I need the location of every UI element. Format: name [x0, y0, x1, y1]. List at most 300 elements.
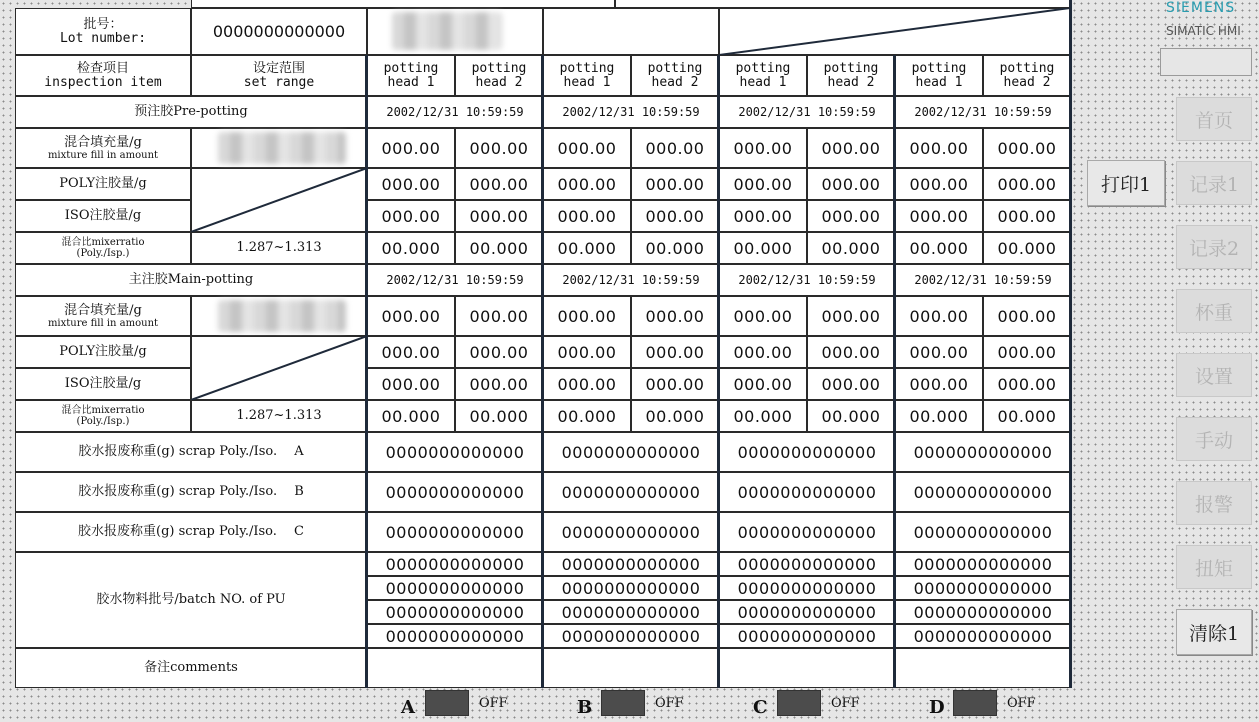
pre-timestamp-text: 2002/12/31 10:59:59 — [386, 105, 524, 119]
station-state: OFF — [655, 696, 684, 711]
batch-value-text: 0000000000000 — [737, 626, 877, 646]
pre-iso-value-text: 000.00 — [645, 206, 705, 226]
pre-mix-value-text: 000.00 — [645, 138, 705, 158]
main-range-diagonal — [191, 336, 367, 400]
top-strip-right — [615, 0, 1070, 8]
siemens-logo: SIEMENS — [1166, 0, 1236, 16]
pre-ratio-value[interactable] — [895, 232, 983, 264]
pre-ratio-value[interactable] — [455, 232, 543, 264]
print-button[interactable]: 打印1 — [1087, 160, 1165, 206]
main-ratio-value-text: 00.000 — [733, 406, 793, 426]
pre-poly-value[interactable] — [895, 168, 983, 200]
lot-label-line1: 批号： — [83, 16, 123, 32]
main-iso-value[interactable] — [895, 368, 983, 400]
batch-value[interactable] — [543, 624, 719, 648]
pre-ratio-value[interactable] — [631, 232, 719, 264]
pre-mix-value[interactable] — [367, 128, 455, 168]
main-ratio-value-text: 00.000 — [909, 406, 969, 426]
pre-poly-value[interactable] — [367, 168, 455, 200]
comments-field[interactable] — [895, 648, 1071, 688]
main-ratio-label — [15, 400, 191, 432]
set-range-header — [191, 55, 367, 96]
clear-button[interactable]: 清除1 — [1176, 609, 1252, 655]
pre-iso-value-text: 000.00 — [909, 206, 969, 226]
station-letter: C — [753, 697, 768, 718]
main-poly-value[interactable] — [367, 336, 455, 368]
main-mix-value-text: 000.00 — [645, 306, 705, 326]
batch-label — [15, 552, 367, 648]
pre-mix-value-text: 000.00 — [821, 138, 881, 158]
pre-mix-label-line2: mixture fill in amount — [47, 149, 159, 161]
nav-button[interactable]: 扭矩 — [1176, 545, 1252, 589]
main-iso-value[interactable] — [455, 368, 543, 400]
pre-mix-value[interactable] — [983, 128, 1071, 168]
scrap-value-text: 0000000000000 — [385, 442, 525, 462]
pre-poly-value-text: 000.00 — [909, 174, 969, 194]
batch-value[interactable] — [719, 576, 895, 600]
main-mix-value[interactable] — [807, 296, 895, 336]
pre-mix-label-line1: 混合填充量/g — [64, 134, 142, 150]
scrap-label — [15, 432, 367, 472]
scrap-value-text: 0000000000000 — [737, 522, 877, 542]
main-mix-value-text: 000.00 — [381, 306, 441, 326]
scrap-value[interactable] — [895, 472, 1071, 512]
pre-ratio-value-text: 00.000 — [909, 238, 969, 258]
potting-head-header — [807, 55, 895, 96]
lot-extra-2 — [543, 8, 719, 55]
main-ratio-value[interactable] — [543, 400, 631, 432]
pre-poly-value-text: 000.00 — [645, 174, 705, 194]
pre-ratio-range-text: 1.287~1.313 — [236, 240, 322, 255]
batch-label-text: 胶水物料批号/batch NO. of PU — [96, 592, 286, 607]
main-ratio-value-text: 00.000 — [381, 406, 441, 426]
main-ratio-value[interactable] — [631, 400, 719, 432]
scrap-value[interactable] — [367, 472, 543, 512]
scrap-label — [15, 512, 367, 552]
pre-mix-value[interactable] — [807, 128, 895, 168]
main-mix-value-text: 000.00 — [997, 306, 1057, 326]
scrap-label-text: 胶水报废称重(g) scrap Poly./Iso. A — [78, 444, 304, 459]
main-section-title-text: 主注胶Main-potting — [128, 272, 254, 287]
pre-iso-value-text: 000.00 — [557, 206, 617, 226]
main-section-title — [15, 264, 367, 296]
scrap-value[interactable] — [895, 512, 1071, 552]
batch-value-text: 0000000000000 — [561, 578, 701, 598]
scrap-label-text: 胶水报废称重(g) scrap Poly./Iso. B — [78, 484, 304, 499]
pre-iso-value[interactable] — [455, 200, 543, 232]
batch-value-text: 0000000000000 — [561, 602, 701, 622]
pre-ratio-value[interactable] — [983, 232, 1071, 264]
nav-button[interactable]: 手动 — [1176, 417, 1252, 461]
potting-head-header — [719, 55, 807, 96]
batch-value-text: 0000000000000 — [385, 602, 525, 622]
batch-value-text: 0000000000000 — [913, 554, 1053, 574]
pre-timestamp — [543, 96, 719, 128]
main-timestamp-text: 2002/12/31 10:59:59 — [562, 273, 700, 287]
main-ratio-value[interactable] — [895, 400, 983, 432]
pre-iso-value[interactable] — [807, 200, 895, 232]
main-poly-value[interactable] — [895, 336, 983, 368]
main-mix-value-text: 000.00 — [557, 306, 617, 326]
pre-ratio-value-text: 00.000 — [645, 238, 705, 258]
pre-ratio-range — [191, 232, 367, 264]
batch-value-text: 0000000000000 — [737, 602, 877, 622]
inspection-item-header-line2: inspection item — [44, 74, 162, 90]
main-ratio-range-text: 1.287~1.313 — [236, 408, 322, 423]
pre-poly-value[interactable] — [455, 168, 543, 200]
station-state: OFF — [1007, 696, 1036, 711]
batch-value[interactable] — [543, 552, 719, 576]
batch-value[interactable] — [719, 624, 895, 648]
main-ratio-value-text: 00.000 — [645, 406, 705, 426]
main-poly-label-text: POLY注胶量/g — [59, 344, 147, 359]
pre-ratio-label-line1: 混合比mixerratio — [61, 237, 145, 248]
station-letter: D — [929, 697, 945, 718]
pre-mix-value[interactable] — [895, 128, 983, 168]
batch-value[interactable] — [895, 624, 1071, 648]
main-ratio-value[interactable] — [983, 400, 1071, 432]
batch-value[interactable] — [895, 552, 1071, 576]
station-toggle[interactable] — [601, 690, 645, 716]
potting-head-label: potting head 1 — [911, 60, 967, 90]
main-mix-value-text: 000.00 — [469, 306, 529, 326]
main-mix-value[interactable] — [983, 296, 1071, 336]
main-mix-value[interactable] — [367, 296, 455, 336]
main-poly-value-text: 000.00 — [909, 342, 969, 362]
pre-iso-value-text: 000.00 — [381, 206, 441, 226]
potting-head-label: potting head 2 — [823, 60, 879, 90]
main-mix-value[interactable] — [719, 296, 807, 336]
lot-value — [191, 8, 367, 55]
scrap-value-text: 0000000000000 — [913, 522, 1053, 542]
potting-head-header — [983, 55, 1071, 96]
main-iso-value-text: 000.00 — [821, 374, 881, 394]
pre-mix-value-text: 000.00 — [909, 138, 969, 158]
main-poly-value-text: 000.00 — [469, 342, 529, 362]
scrap-value-text: 0000000000000 — [913, 442, 1053, 462]
comments-label — [15, 648, 367, 688]
scrap-label — [15, 472, 367, 512]
pre-mix-value-text: 000.00 — [997, 138, 1057, 158]
comments-label-text: 备注comments — [144, 660, 238, 675]
main-ratio-value[interactable] — [719, 400, 807, 432]
main-iso-value-text: 000.00 — [469, 374, 529, 394]
pre-iso-value[interactable] — [543, 200, 631, 232]
main-poly-value-text: 000.00 — [557, 342, 617, 362]
potting-head-label: potting head 2 — [471, 60, 527, 90]
main-poly-value-text: 000.00 — [381, 342, 441, 362]
main-timestamp — [543, 264, 719, 296]
scrap-value-text: 0000000000000 — [385, 482, 525, 502]
pre-mix-value[interactable] — [719, 128, 807, 168]
main-ratio-value-text: 00.000 — [997, 406, 1057, 426]
station-letter: A — [401, 697, 415, 718]
main-iso-value-text: 000.00 — [909, 374, 969, 394]
main-ratio-value-text: 00.000 — [557, 406, 617, 426]
potting-head-label: potting head 2 — [999, 60, 1055, 90]
pre-poly-value-text: 000.00 — [381, 174, 441, 194]
scrap-value-text: 0000000000000 — [737, 482, 877, 502]
main-poly-value[interactable] — [455, 336, 543, 368]
batch-value-text: 0000000000000 — [385, 578, 525, 598]
pre-timestamp-text: 2002/12/31 10:59:59 — [738, 105, 876, 119]
main-ratio-value[interactable] — [455, 400, 543, 432]
pre-iso-label-text: ISO注胶量/g — [64, 208, 142, 223]
pre-timestamp-text: 2002/12/31 10:59:59 — [914, 105, 1052, 119]
main-poly-value-text: 000.00 — [733, 342, 793, 362]
pre-timestamp — [895, 96, 1071, 128]
station-letter: B — [577, 697, 593, 718]
nav-button[interactable]: 杯重 — [1176, 289, 1252, 333]
main-poly-value[interactable] — [719, 336, 807, 368]
pre-iso-value[interactable] — [631, 200, 719, 232]
pre-section-title — [15, 96, 367, 128]
main-mix-value-text: 000.00 — [821, 306, 881, 326]
inspection-item-header — [15, 55, 191, 96]
pre-poly-value-text: 000.00 — [469, 174, 529, 194]
main-timestamp — [367, 264, 543, 296]
pre-poly-value[interactable] — [631, 168, 719, 200]
main-ratio-value[interactable] — [367, 400, 455, 432]
comments-field[interactable] — [719, 648, 895, 688]
pre-iso-value-text: 000.00 — [733, 206, 793, 226]
pre-mix-value[interactable] — [631, 128, 719, 168]
scrap-value-text: 0000000000000 — [561, 442, 701, 462]
scrap-value[interactable] — [543, 512, 719, 552]
pre-ratio-value-text: 00.000 — [469, 238, 529, 258]
inspection-item-header-line1: 检查项目 — [76, 60, 129, 76]
pre-iso-value[interactable] — [367, 200, 455, 232]
main-timestamp-text: 2002/12/31 10:59:59 — [914, 273, 1052, 287]
blurred-logo — [392, 12, 502, 50]
batch-value-text: 0000000000000 — [737, 578, 877, 598]
pre-iso-value-text: 000.00 — [469, 206, 529, 226]
main-poly-value-text: 000.00 — [997, 342, 1057, 362]
main-iso-value[interactable] — [631, 368, 719, 400]
batch-value[interactable] — [367, 552, 543, 576]
potting-head-header — [543, 55, 631, 96]
batch-value-text: 0000000000000 — [561, 626, 701, 646]
potting-head-header — [455, 55, 543, 96]
batch-value-text: 0000000000000 — [913, 602, 1053, 622]
main-ratio-value-text: 00.000 — [469, 406, 529, 426]
batch-value-text: 0000000000000 — [385, 626, 525, 646]
pre-mix-label — [15, 128, 191, 168]
pre-range-diagonal — [191, 168, 367, 232]
nav-button[interactable]: 报警 — [1176, 481, 1252, 525]
hmi-display-field — [1160, 48, 1252, 76]
main-iso-label-text: ISO注胶量/g — [64, 376, 142, 391]
station-toggle[interactable] — [777, 690, 821, 716]
main-poly-label — [15, 336, 191, 368]
main-ratio-value-text: 00.000 — [821, 406, 881, 426]
main-ratio-value[interactable] — [807, 400, 895, 432]
batch-value[interactable] — [719, 552, 895, 576]
main-poly-value[interactable] — [543, 336, 631, 368]
main-mix-value-text: 000.00 — [909, 306, 969, 326]
top-strip-left — [191, 0, 615, 8]
main-poly-value[interactable] — [983, 336, 1071, 368]
main-mix-label-line2: mixture fill in amount — [47, 317, 159, 329]
potting-head-header — [367, 55, 455, 96]
scrap-label-text: 胶水报废称重(g) scrap Poly./Iso. C — [78, 524, 304, 539]
batch-value[interactable] — [367, 600, 543, 624]
main-poly-value-text: 000.00 — [645, 342, 705, 362]
pre-poly-value[interactable] — [983, 168, 1071, 200]
table-right-border — [1069, 0, 1072, 688]
scrap-value[interactable] — [543, 432, 719, 472]
batch-value-text: 0000000000000 — [561, 554, 701, 574]
pre-iso-value[interactable] — [719, 200, 807, 232]
batch-value-text: 0000000000000 — [385, 554, 525, 574]
main-iso-value[interactable] — [367, 368, 455, 400]
pre-ratio-value-text: 00.000 — [557, 238, 617, 258]
batch-value[interactable] — [367, 576, 543, 600]
pre-poly-value[interactable] — [543, 168, 631, 200]
main-iso-value[interactable] — [543, 368, 631, 400]
pre-timestamp — [367, 96, 543, 128]
scrap-value-text: 0000000000000 — [913, 482, 1053, 502]
main-timestamp-text: 2002/12/31 10:59:59 — [386, 273, 524, 287]
main-mix-label — [15, 296, 191, 336]
scrap-value[interactable] — [895, 432, 1071, 472]
nav-button[interactable]: 记录2 — [1176, 225, 1252, 269]
pre-poly-label-text: POLY注胶量/g — [59, 176, 147, 191]
main-mix-value-text: 000.00 — [733, 306, 793, 326]
scrap-value[interactable] — [719, 512, 895, 552]
main-poly-value[interactable] — [631, 336, 719, 368]
batch-value[interactable] — [367, 624, 543, 648]
scrap-value-text: 0000000000000 — [561, 482, 701, 502]
main-iso-value-text: 000.00 — [645, 374, 705, 394]
group-separator — [365, 55, 368, 688]
lot-extra-diagonal — [719, 8, 1070, 55]
station-state: OFF — [479, 696, 508, 711]
batch-value-text: 0000000000000 — [913, 578, 1053, 598]
pre-ratio-value-text: 00.000 — [381, 238, 441, 258]
scrap-value[interactable] — [719, 432, 895, 472]
scrap-value[interactable] — [367, 512, 543, 552]
main-mix-value[interactable] — [455, 296, 543, 336]
pre-iso-label — [15, 200, 191, 232]
pre-mix-value[interactable] — [543, 128, 631, 168]
comments-field[interactable] — [543, 648, 719, 688]
pre-ratio-label — [15, 232, 191, 264]
main-blurred-range — [218, 300, 346, 332]
pre-timestamp — [719, 96, 895, 128]
potting-head-header — [631, 55, 719, 96]
lot-label — [15, 8, 191, 55]
scrap-value-text: 0000000000000 — [737, 442, 877, 462]
pre-ratio-label-line2: (Poly./Isp.) — [76, 248, 130, 259]
pre-ratio-value-text: 00.000 — [997, 238, 1057, 258]
batch-value[interactable] — [895, 600, 1071, 624]
main-iso-value[interactable] — [719, 368, 807, 400]
batch-value-text: 0000000000000 — [737, 554, 877, 574]
potting-head-header — [895, 55, 983, 96]
pre-poly-value-text: 000.00 — [557, 174, 617, 194]
group-separator — [717, 55, 720, 688]
pre-iso-value[interactable] — [983, 200, 1071, 232]
scrap-value[interactable] — [543, 472, 719, 512]
batch-value[interactable] — [895, 576, 1071, 600]
main-iso-value-text: 000.00 — [381, 374, 441, 394]
pre-poly-value[interactable] — [719, 168, 807, 200]
main-mix-value[interactable] — [631, 296, 719, 336]
batch-value-text: 0000000000000 — [913, 626, 1053, 646]
main-timestamp — [719, 264, 895, 296]
pre-ratio-value[interactable] — [543, 232, 631, 264]
potting-head-label: potting head 1 — [383, 60, 439, 90]
scrap-value[interactable] — [719, 472, 895, 512]
pre-poly-value-text: 000.00 — [997, 174, 1057, 194]
pre-ratio-value-text: 00.000 — [821, 238, 881, 258]
lot-value-text: 0000000000000 — [212, 22, 346, 41]
pre-blurred-range — [218, 132, 346, 164]
main-mix-value[interactable] — [543, 296, 631, 336]
main-poly-value-text: 000.00 — [821, 342, 881, 362]
batch-value[interactable] — [543, 576, 719, 600]
pre-iso-value[interactable] — [895, 200, 983, 232]
pre-ratio-value[interactable] — [807, 232, 895, 264]
station-state: OFF — [831, 696, 860, 711]
pre-mix-value-text: 000.00 — [469, 138, 529, 158]
lot-label-line2: Lot number: — [59, 30, 147, 46]
scrap-value[interactable] — [367, 432, 543, 472]
pre-poly-label — [15, 168, 191, 200]
scrap-value-text: 0000000000000 — [561, 522, 701, 542]
main-ratio-range — [191, 400, 367, 432]
station-toggle[interactable] — [425, 690, 469, 716]
group-separator — [893, 55, 896, 688]
pre-poly-value-text: 000.00 — [821, 174, 881, 194]
main-mix-value[interactable] — [895, 296, 983, 336]
potting-head-label: potting head 1 — [559, 60, 615, 90]
pre-poly-value[interactable] — [807, 168, 895, 200]
main-timestamp-text: 2002/12/31 10:59:59 — [738, 273, 876, 287]
scrap-value-text: 0000000000000 — [385, 522, 525, 542]
pre-mix-value[interactable] — [455, 128, 543, 168]
comments-field[interactable] — [367, 648, 543, 688]
nav-button[interactable]: 记录1 — [1176, 161, 1252, 205]
set-range-header-line2: set range — [243, 74, 315, 90]
pre-section-title-text: 预注胶Pre-potting — [134, 104, 248, 119]
main-poly-value[interactable] — [807, 336, 895, 368]
pre-iso-value-text: 000.00 — [997, 206, 1057, 226]
main-iso-value-text: 000.00 — [733, 374, 793, 394]
main-timestamp — [895, 264, 1071, 296]
pre-ratio-value[interactable] — [367, 232, 455, 264]
main-mix-label-line1: 混合填充量/g — [64, 302, 142, 318]
main-ratio-label-line1: 混合比mixerratio — [61, 405, 145, 416]
batch-value[interactable] — [719, 600, 895, 624]
main-iso-value-text: 000.00 — [557, 374, 617, 394]
pre-mix-value-text: 000.00 — [733, 138, 793, 158]
main-ratio-label-line2: (Poly./Isp.) — [76, 416, 130, 427]
pre-mix-value-text: 000.00 — [381, 138, 441, 158]
main-iso-value-text: 000.00 — [997, 374, 1057, 394]
station-toggle[interactable] — [953, 690, 997, 716]
main-iso-value[interactable] — [807, 368, 895, 400]
nav-button[interactable]: 首页 — [1176, 97, 1252, 141]
batch-value[interactable] — [543, 600, 719, 624]
potting-head-label: potting head 2 — [647, 60, 703, 90]
simatic-hmi-label: SIMATIC HMI — [1166, 24, 1241, 38]
nav-button[interactable]: 设置 — [1176, 353, 1252, 397]
main-iso-value[interactable] — [983, 368, 1071, 400]
pre-ratio-value[interactable] — [719, 232, 807, 264]
pre-mix-value-text: 000.00 — [557, 138, 617, 158]
